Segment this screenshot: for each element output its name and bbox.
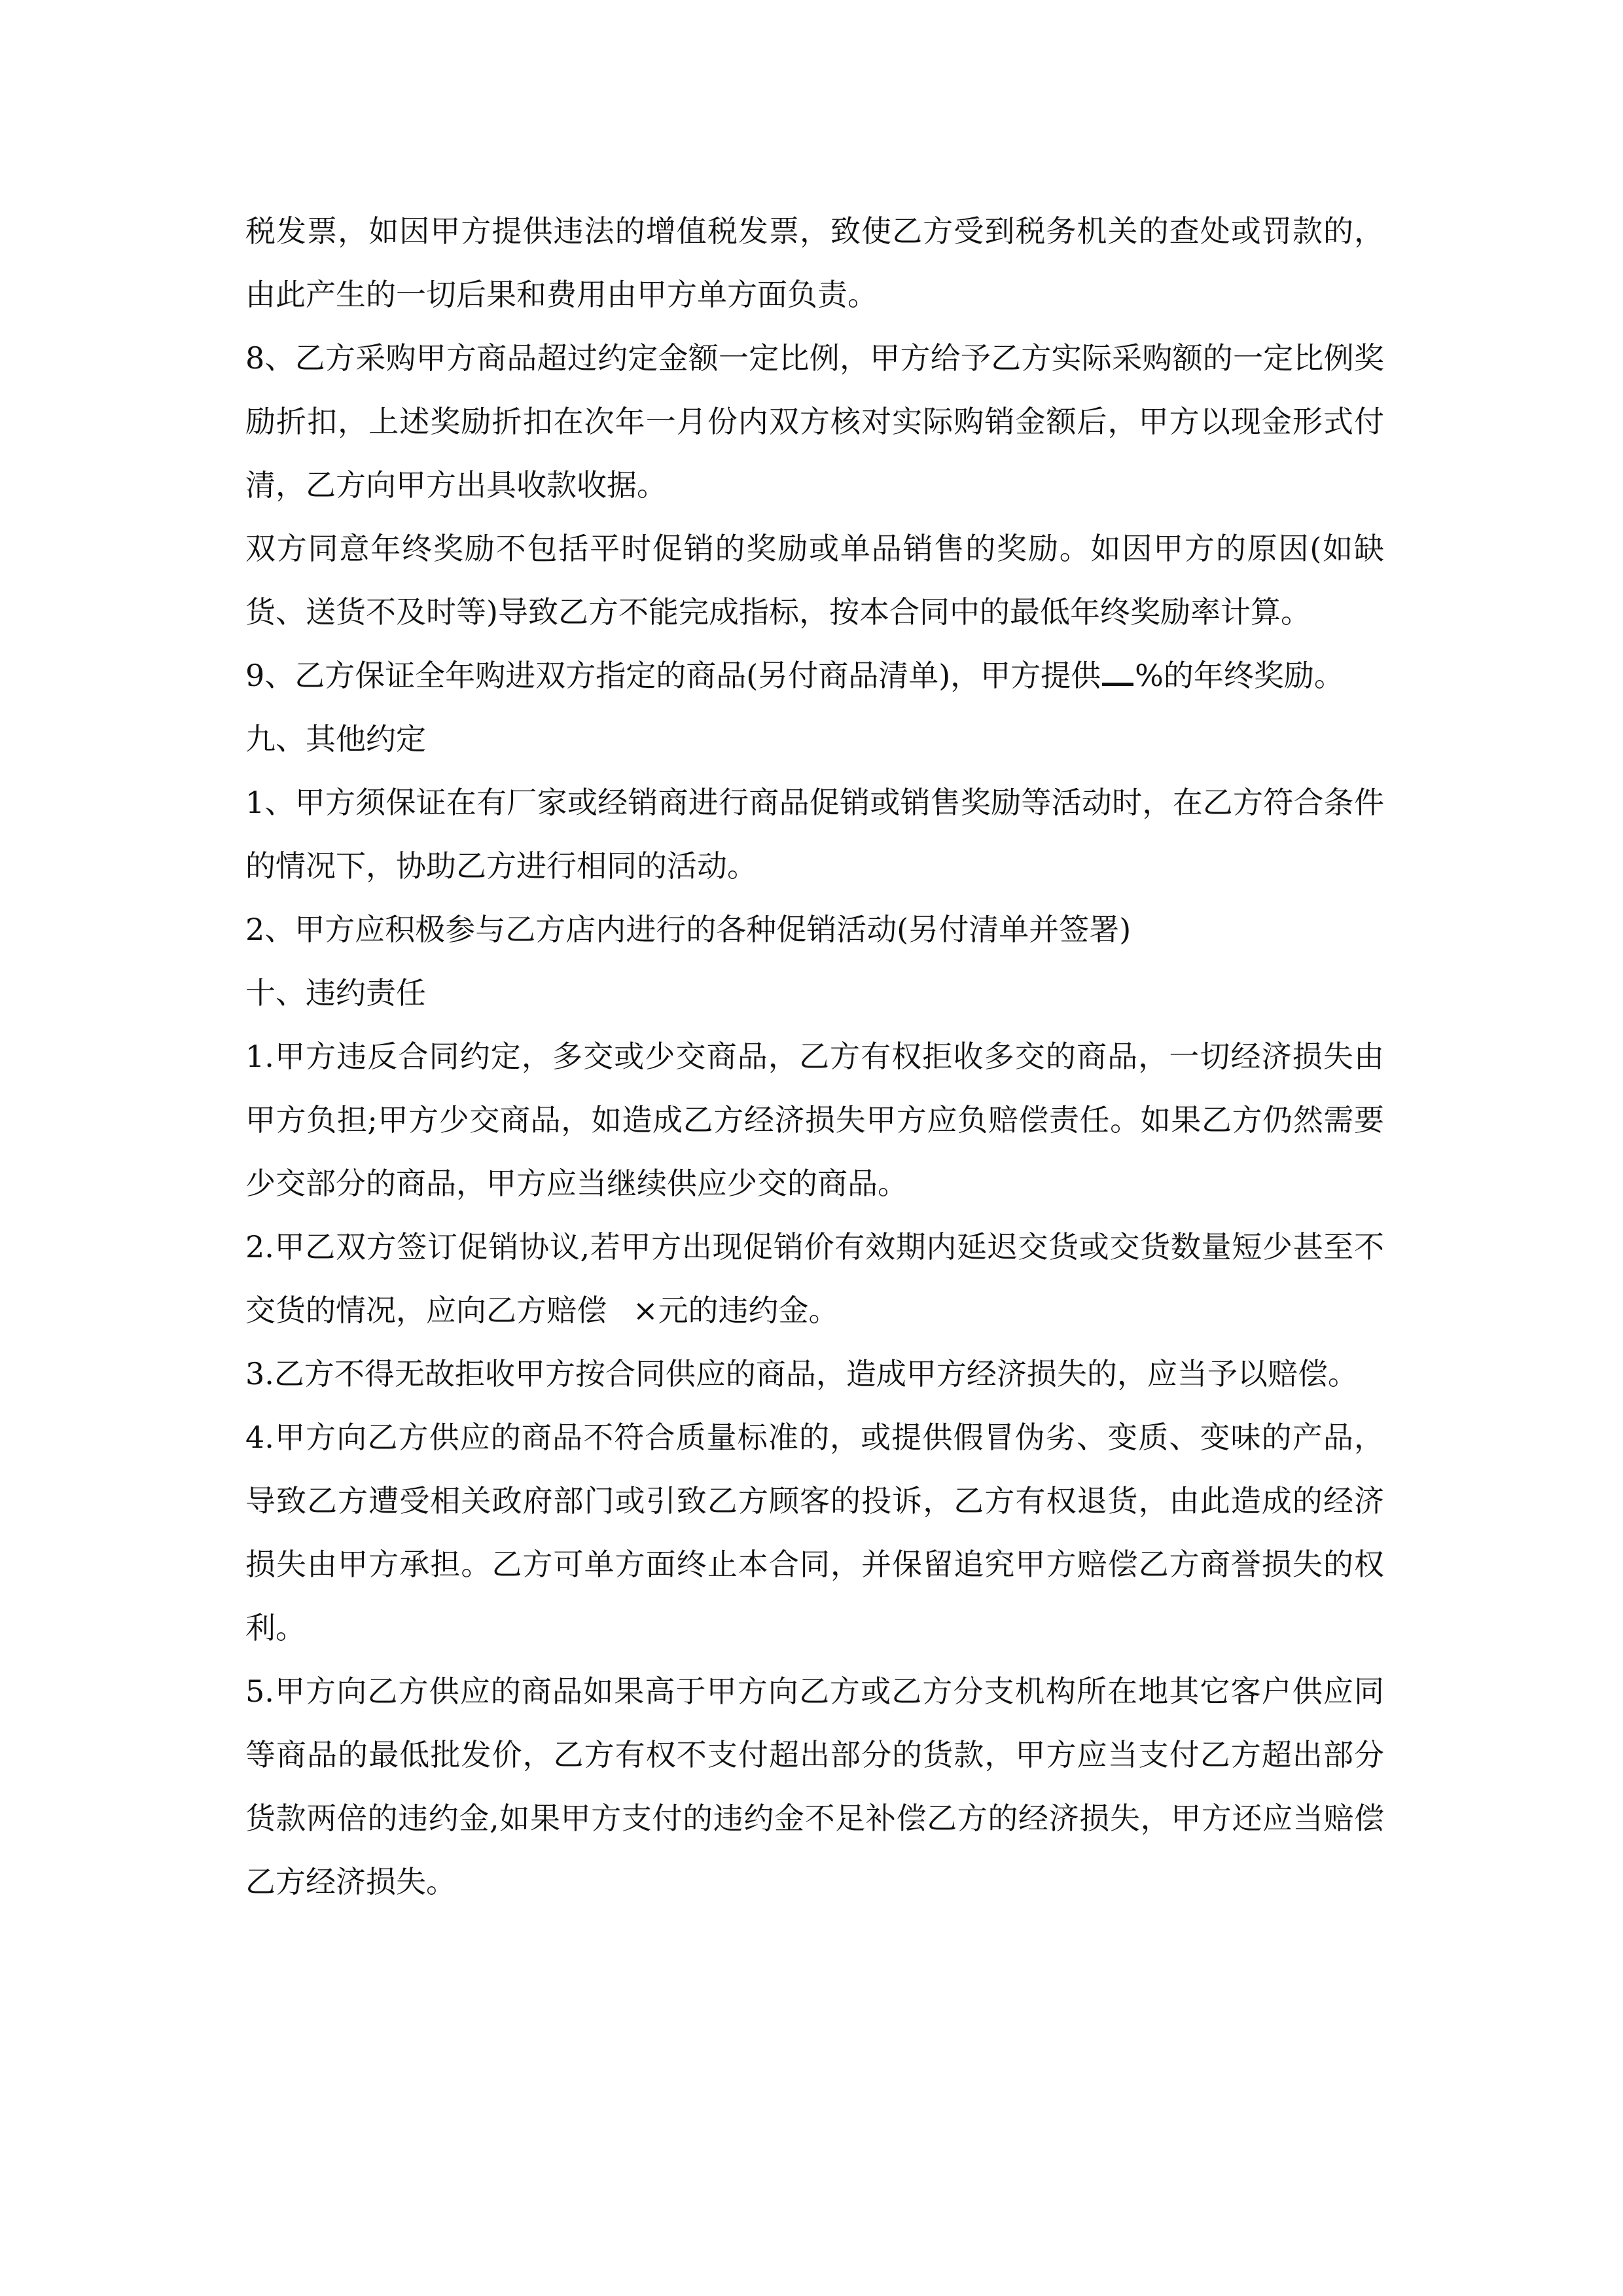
item-9-text-after: %的年终奖励。 <box>1135 658 1344 693</box>
paragraph-year-end-reward: 双方同意年终奖励不包括平时促销的奖励或单品销售的奖励。如因甲方的原因(如缺货、送货不及时等)导致乙方不能完成指标，按本合同中的最低年终奖励率计算。 <box>245 531 1384 630</box>
section-10-item-4: 4.甲方向乙方供应的商品不符合质量标准的，或提供假冒伪劣、变质、变味的产品，导致乙方遭受相关政府部门或引致乙方顾客的投诉，乙方有权退货，由此造成的经济损失由甲方承担。乙方可单方面终止本合同，并保留追究甲方赔偿乙方商誉损失的权利。 <box>245 1420 1384 1645</box>
section-9-title: 九、其他约定 <box>245 721 426 757</box>
section-9-item-1: 1、甲方须保证在有厂家或经销商进行商品促销或销售奖励等活动时，在乙方符合条件的情况下，协助乙方进行相同的活动。 <box>245 785 1384 884</box>
section-10-title: 十、违约责任 <box>245 975 426 1011</box>
section-10-item-5: 5.甲方向乙方供应的商品如果高于甲方向乙方或乙方分支机构所在地其它客户供应同等商品的最低批发价，乙方有权不支付超出部分的货款，甲方应当支付乙方超出部分货款两倍的违约金,如果甲方支付的违约金不足补偿乙方的经济损失，甲方还应当赔偿乙方经济损失。 <box>245 1674 1384 1899</box>
paragraph-item-9 <box>245 644 1384 708</box>
section-10-item-3: 3.乙方不得无故拒收甲方按合同供应的商品，造成甲方经济损失的，应当予以赔偿。 <box>245 1356 1358 1391</box>
section-10-item-1: 1.甲方违反合同约定，多交或少交商品，乙方有权拒收多交的商品，一切经济损失由甲方负担;甲方少交商品，如造成乙方经济损失甲方应负赔偿责任。如果乙方仍然需要少交部分的商品，甲方应当继续供应少交的商品。 <box>245 1039 1384 1201</box>
item-2-text-before: 2.甲乙双方签订促销协议,若甲方出现促销价有效期内延迟交货或交货数量短少甚至不交货的情况，应向乙方赔偿 <box>245 1229 1384 1328</box>
item-9-text-before: 9、乙方保证全年购进双方指定的商品(另付商品清单)，甲方提供 <box>245 658 1101 693</box>
section-10-item-2 <box>245 1215 1384 1342</box>
document-body <box>245 200 1384 1914</box>
paragraph-item-8: 8、乙方采购甲方商品超过约定金额一定比例，甲方给予乙方实际采购额的一定比例奖励折扣，上述奖励折扣在次年一月份内双方核对实际购销金额后，甲方以现金形式付清，乙方向甲方出具收款收据。 <box>245 340 1384 503</box>
item-2-text-after: ×元的违约金。 <box>633 1293 839 1328</box>
section-9-item-2: 2、甲方应积极参与乙方店内进行的各种促销活动(另付清单并签署) <box>245 912 1132 947</box>
blank-percent-field[interactable] <box>1102 656 1133 686</box>
paragraph-tax-invoice: 税发票，如因甲方提供违法的增值税发票，致使乙方受到税务机关的查处或罚款的，由此产生的一切后果和费用由甲方单方面负责。 <box>245 213 1384 312</box>
